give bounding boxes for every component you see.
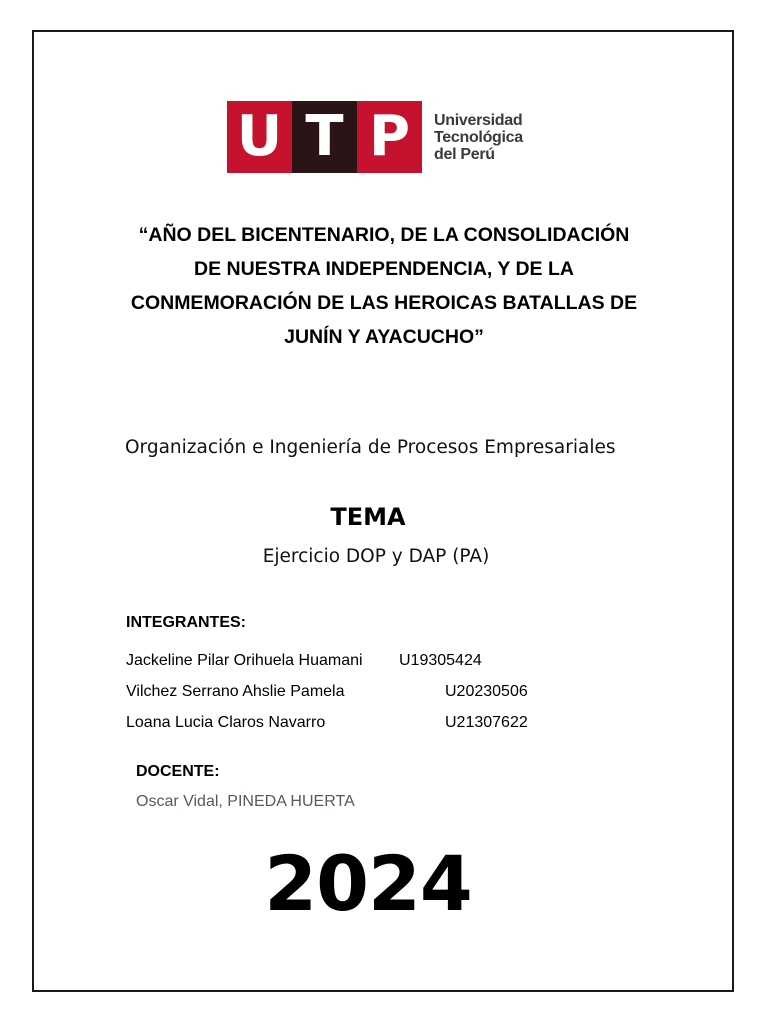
member-row (126, 714, 528, 745)
motto-line-2: DE NUESTRA INDEPENDENCIA, Y DE LA (194, 258, 574, 280)
docente-heading: DOCENTE: (136, 763, 220, 780)
member-row (126, 652, 482, 683)
document-year: 2024 (264, 839, 472, 928)
course-title: Organización e Ingeniería de Procesos Empresariales (125, 437, 616, 458)
members-list (126, 652, 528, 745)
logo-letter-p: P (357, 101, 422, 173)
utp-logo (227, 101, 523, 173)
tema-value: Ejercicio DOP y DAP (PA) (262, 546, 490, 567)
motto-line-3: CONMEMORACIÓN DE LAS HEROICAS BATALLAS DE (130, 292, 638, 314)
logo-text-line-3: del Perú (434, 145, 495, 163)
docente-name: Oscar Vidal, PINEDA HUERTA (136, 793, 355, 810)
member-code: U20230506 (445, 683, 528, 700)
member-row (126, 683, 528, 714)
member-name: Vilchez Serrano Ahslie Pamela (126, 683, 345, 700)
logo-text-line-1: Universidad (434, 111, 523, 129)
logo-text-line-2: Tecnológica (434, 128, 523, 146)
tema-heading: TEMA (330, 503, 406, 531)
year-motto (100, 218, 668, 354)
utp-logo-blocks (227, 101, 422, 173)
integrantes-heading: INTEGRANTES: (126, 614, 246, 631)
logo-letter-t: T (292, 101, 357, 173)
logo-university-name (434, 112, 523, 163)
motto-line-4: JUNÍN Y AYACUCHO” (284, 326, 484, 348)
logo-letter-u: U (227, 101, 292, 173)
member-code: U19305424 (399, 652, 482, 669)
member-name: Jackeline Pilar Orihuela Huamani (126, 652, 363, 669)
motto-line-1: “AÑO DEL BICENTENARIO, DE LA CONSOLIDACIÓN (138, 224, 630, 246)
member-code: U21307622 (445, 714, 528, 731)
member-name: Loana Lucia Claros Navarro (126, 714, 326, 731)
